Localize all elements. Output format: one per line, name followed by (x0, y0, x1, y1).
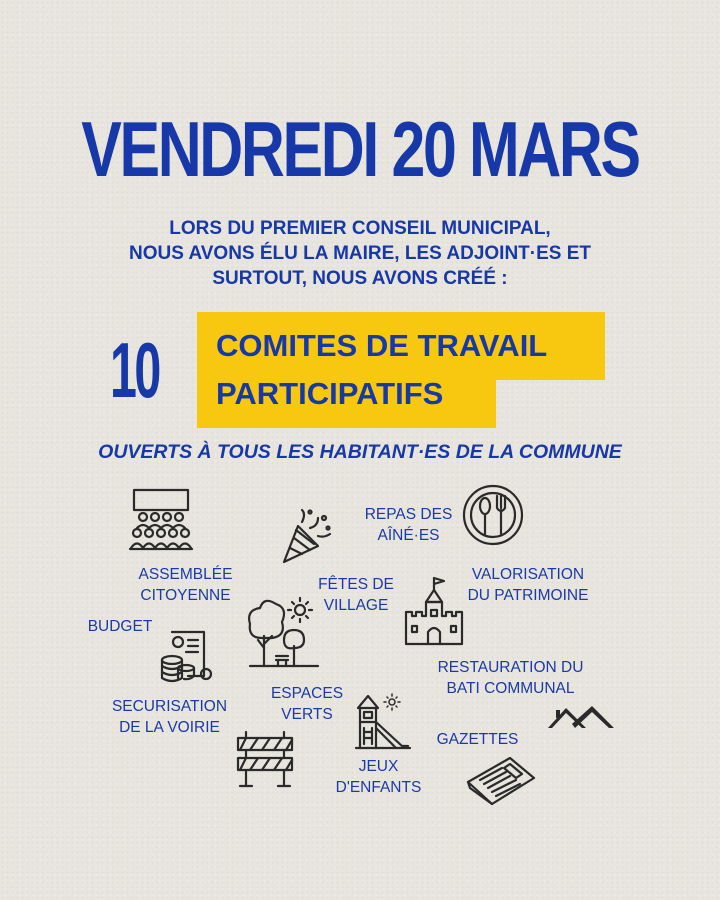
plate-cutlery-icon (462, 484, 524, 546)
label-gazettes-line-1: GAZETTES (436, 731, 519, 748)
playground-slide-icon (354, 692, 414, 750)
label-fetes (306, 574, 406, 616)
intro-line-3: SURTOUT, NOUS AVONS CRÉÉ : (212, 268, 508, 289)
committees-heading-line-2: PARTICIPATIFS (216, 376, 444, 411)
label-budget (80, 616, 160, 637)
party-popper-icon (280, 508, 336, 566)
label-fetes-line-1: FÊTES DE (318, 576, 394, 593)
assembly-icon (128, 488, 194, 552)
label-repas (356, 504, 461, 546)
roofs-icon (546, 704, 616, 732)
subtitle: OUVERTS À TOUS LES HABITANT·ES DE LA COMMUNE (98, 441, 622, 463)
label-securisation-line-2: DE LA VOIRIE (119, 719, 220, 736)
label-repas-line-1: REPAS DES (364, 506, 453, 523)
newspaper-icon (466, 756, 536, 806)
road-barrier-icon (236, 730, 294, 788)
intro-text (60, 216, 660, 291)
label-budget-line-1: BUDGET (87, 618, 153, 635)
coins-document-icon (160, 630, 212, 682)
label-jeux-line-2: D'ENFANTS (335, 779, 422, 796)
label-gazettes (430, 729, 525, 750)
label-valorisation (458, 564, 598, 606)
label-assemblee (128, 564, 243, 606)
page-title: VENDREDI 20 MARS (81, 105, 639, 193)
label-jeux (326, 756, 431, 798)
intro-line-2: NOUS AVONS ÉLU LA MAIRE, LES ADJOINT·ES ET (128, 243, 591, 264)
label-restauration (428, 657, 593, 699)
label-fetes-line-2: VILLAGE (323, 597, 389, 614)
label-espaces (262, 683, 352, 725)
committees-heading-line-1: COMITES DE TRAVAIL (216, 328, 548, 363)
intro-line-1: LORS DU PREMIER CONSEIL MUNICIPAL, (169, 218, 551, 239)
label-espaces-line-2: VERTS (281, 706, 333, 723)
label-securisation (102, 696, 237, 738)
committee-count: 10 (110, 326, 159, 414)
label-repas-line-2: AÎNÉ·ES (377, 527, 440, 544)
label-restauration-line-1: RESTAURATION DU (437, 659, 584, 676)
label-valorisation-line-1: VALORISATION (471, 566, 585, 583)
label-jeux-line-1: JEUX (358, 758, 399, 775)
label-restauration-line-2: BATI COMMUNAL (446, 680, 575, 697)
label-espaces-line-1: ESPACES (270, 685, 344, 702)
castle-icon (404, 576, 464, 646)
trees-bench-icon (246, 596, 320, 668)
label-assemblee-line-2: CITOYENNE (140, 587, 231, 604)
label-assemblee-line-1: ASSEMBLÉE (138, 566, 233, 583)
label-valorisation-line-2: DU PATRIMOINE (467, 587, 589, 604)
label-securisation-line-1: SECURISATION (111, 698, 228, 715)
